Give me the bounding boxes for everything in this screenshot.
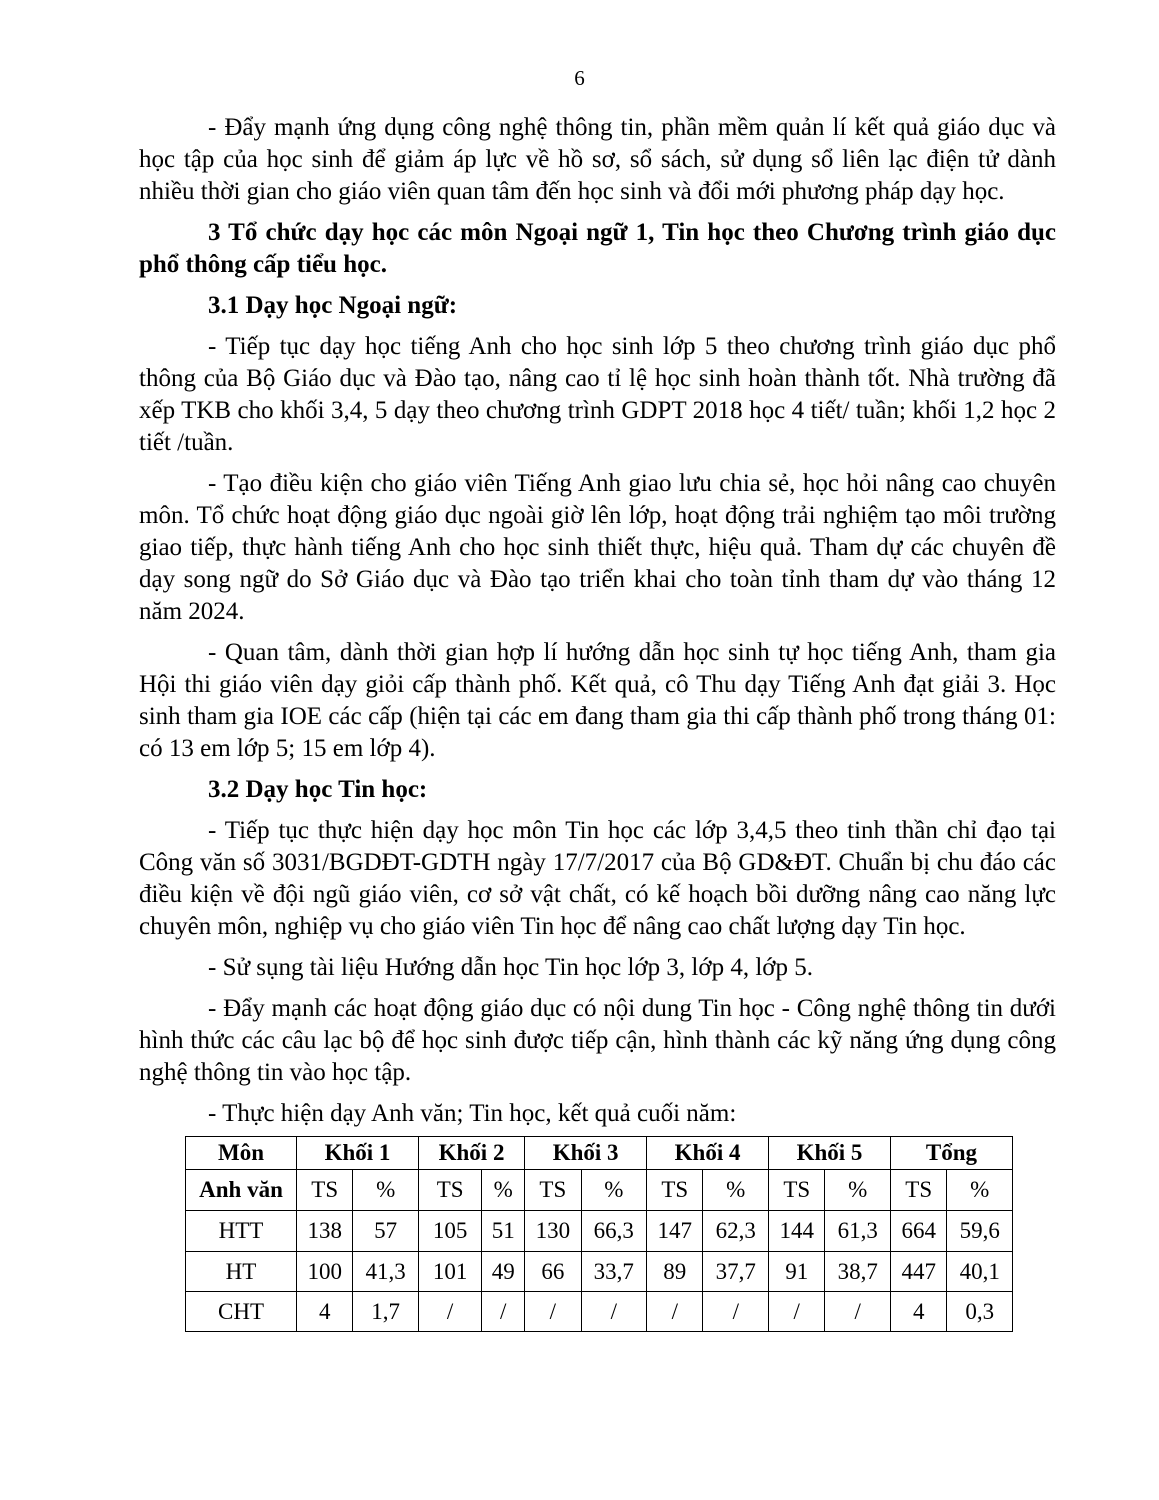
table-cell: 4 — [890, 1292, 946, 1332]
paragraph-english-self-study: - Quan tâm, dành thời gian hợp lí hướng dẫn học sinh tự học tiếng Anh, tham gia Hội thi giáo viên dạy giỏi cấp thành phố. Kết quả, cô Thu dạy Tiếng Anh đạt giải 3. Học sinh tham gia IOE các cấp (hiện tại các em đang tham gia thi cấp thành phố trong tháng 01: có 13 em lớp 5; 15 em lớp 4). — [139, 639, 1056, 762]
subheader-cell: TS — [647, 1170, 703, 1211]
paragraph-it-clubs: - Đẩy mạnh các hoạt động giáo dục có nội dung Tin học - Công nghệ thông tin dưới hình thức các câu lạc bộ để học sinh được tiếp cận, hình thành các kỹ năng ứng dụng công nghệ thông tin vào học tập. — [139, 995, 1056, 1086]
table-cell: / — [769, 1292, 825, 1332]
subheader-cell: TS — [418, 1170, 481, 1211]
subheader-cell: Anh văn — [186, 1170, 297, 1211]
header-cell: Khối 2 — [418, 1137, 524, 1170]
header-cell: Khối 1 — [297, 1137, 419, 1170]
paragraph-english-teachers: - Tạo điều kiện cho giáo viên Tiếng Anh giao lưu chia sẻ, học hỏi nâng cao chuyên môn. Tổ chức hoạt động giáo dục ngoài giờ lên lớp, hoạt động trải nghiệm tạo môi trường giao tiếp, thực hành tiếng Anh cho học sinh thiết thực, hiệu quả. Tham dự các chuyên đề dạy song ngữ do Sở Giáo dục và Đào tạo triển khai cho toàn tỉnh tham dự vào tháng 12 năm 2024. — [139, 470, 1056, 625]
table-cell: 100 — [297, 1252, 353, 1292]
table-cell: 0,3 — [947, 1292, 1013, 1332]
table-cell: 1,7 — [353, 1292, 419, 1332]
table-cell: 101 — [418, 1252, 481, 1292]
paragraph-it-application: - Đẩy mạnh ứng dụng công nghệ thông tin, phần mềm quản lí kết quả giáo dục và học tập của học sinh để giảm áp lực về hồ sơ, sổ sách, sử dụng sổ liên lạc điện tử dành nhiều thời gian cho giáo viên quan tâm đến học sinh và đổi mới phương pháp dạy học. — [139, 114, 1056, 205]
table-cell: 49 — [482, 1252, 525, 1292]
subheader-cell: % — [482, 1170, 525, 1211]
subheader-cell: TS — [525, 1170, 581, 1211]
paragraph-it-materials: - Sử sụng tài liệu Hướng dẫn học Tin học lớp 3, lớp 4, lớp 5. — [208, 954, 813, 981]
table-cell: HT — [186, 1252, 297, 1292]
table-cell: / — [525, 1292, 581, 1332]
paragraph-it-program: - Tiếp tục thực hiện dạy học môn Tin học các lớp 3,4,5 theo tinh thần chỉ đạo tại Công văn số 3031/BGDĐT-GDTH ngày 17/7/2017 của Bộ GD&ĐT. Chuẩn bị chu đáo các điều kiện về đội ngũ giáo viên, cơ sở vật chất, có kế hoạch bồi dưỡng nâng cao năng lực chuyên môn, nghiệp vụ cho giáo viên Tin học để nâng cao chất lượng dạy Tin học. — [139, 817, 1056, 940]
table-cell: 61,3 — [825, 1211, 891, 1252]
header-cell: Khối 3 — [525, 1137, 647, 1170]
table-cell: 41,3 — [353, 1252, 419, 1292]
table-cell: 57 — [353, 1211, 419, 1252]
table-cell: 130 — [525, 1211, 581, 1252]
table-cell: / — [482, 1292, 525, 1332]
table-cell: 447 — [890, 1252, 946, 1292]
section-heading-3-2: 3.2 Dạy học Tin học: — [208, 776, 428, 803]
subheader-cell: TS — [769, 1170, 825, 1211]
table-cell: 66,3 — [581, 1211, 647, 1252]
table-cell: 62,3 — [703, 1211, 769, 1252]
section-heading-3-1: 3.1 Dạy học Ngoại ngữ: — [208, 292, 458, 319]
page-number: 6 — [574, 66, 585, 90]
table-cell: 91 — [769, 1252, 825, 1292]
table-subheader-row — [186, 1170, 1013, 1211]
subheader-cell: % — [353, 1170, 419, 1211]
table-cell: 59,6 — [947, 1211, 1013, 1252]
table-header-row — [186, 1137, 1013, 1170]
subheader-cell: % — [581, 1170, 647, 1211]
table-cell: 38,7 — [825, 1252, 891, 1292]
section-heading-3: 3 Tổ chức dạy học các môn Ngoại ngữ 1, Tin học theo Chương trình giáo dục phổ thông cấp tiểu học. — [139, 219, 1056, 278]
subheader-cell: TS — [297, 1170, 353, 1211]
table-cell: 138 — [297, 1211, 353, 1252]
table-cell: 66 — [525, 1252, 581, 1292]
table-cell: 147 — [647, 1211, 703, 1252]
header-cell: Tổng — [890, 1137, 1012, 1170]
table-cell: 144 — [769, 1211, 825, 1252]
table-cell: / — [825, 1292, 891, 1332]
paragraph-english-program: - Tiếp tục dạy học tiếng Anh cho học sinh lớp 5 theo chương trình giáo dục phổ thông của Bộ Giáo dục và Đào tạo, nâng cao tỉ lệ học sinh hoàn thành tốt. Nhà trường đã xếp TKB cho khối 3,4, 5 dạy theo chương trình GDPT 2018 học 4 tiết/ tuần; khối 1,2 học 2 tiết /tuần. — [139, 333, 1056, 456]
document-body — [139, 112, 1056, 1332]
table-cell: / — [581, 1292, 647, 1332]
subheader-cell: TS — [890, 1170, 946, 1211]
subheader-cell: % — [947, 1170, 1013, 1211]
paragraph-results-intro: - Thực hiện dạy Anh văn; Tin học, kết quả cuối năm: — [208, 1100, 737, 1127]
results-table — [185, 1136, 1013, 1332]
table-cell: 40,1 — [947, 1252, 1013, 1292]
table-cell: CHT — [186, 1292, 297, 1332]
header-cell: Khối 5 — [769, 1137, 891, 1170]
table-row — [186, 1211, 1013, 1252]
table-cell: 4 — [297, 1292, 353, 1332]
table-cell: 105 — [418, 1211, 481, 1252]
subheader-cell: % — [703, 1170, 769, 1211]
table-row — [186, 1292, 1013, 1332]
table-cell: HTT — [186, 1211, 297, 1252]
header-cell: Khối 4 — [647, 1137, 769, 1170]
table-cell: 89 — [647, 1252, 703, 1292]
table-cell: 51 — [482, 1211, 525, 1252]
table-row — [186, 1252, 1013, 1292]
table-cell: / — [418, 1292, 481, 1332]
table-cell: / — [647, 1292, 703, 1332]
subheader-cell: % — [825, 1170, 891, 1211]
table-cell: 33,7 — [581, 1252, 647, 1292]
header-cell: Môn — [186, 1137, 297, 1170]
table-cell: 37,7 — [703, 1252, 769, 1292]
table-cell: 664 — [890, 1211, 946, 1252]
table-cell: / — [703, 1292, 769, 1332]
